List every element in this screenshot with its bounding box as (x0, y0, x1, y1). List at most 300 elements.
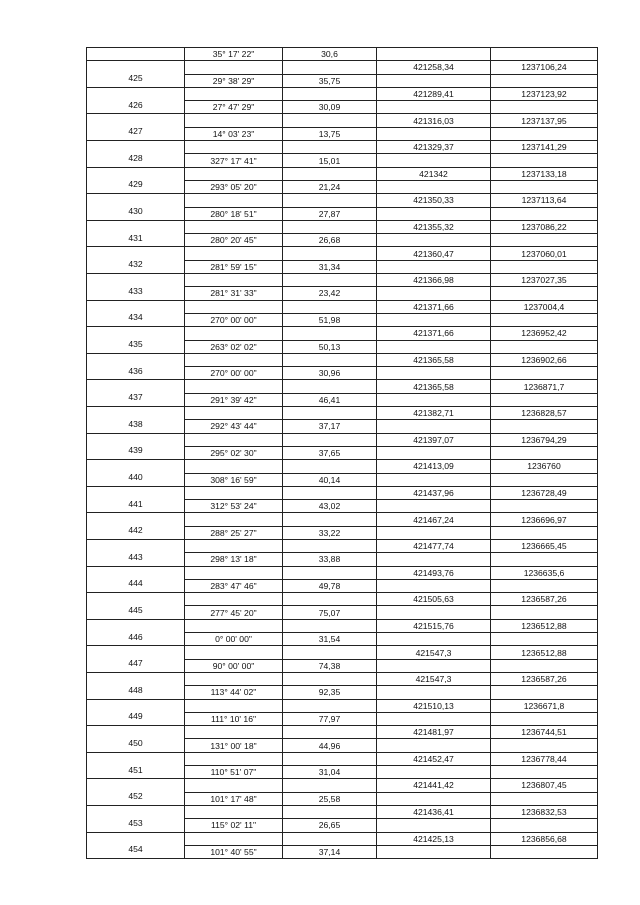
empty-cell (491, 606, 598, 619)
empty-cell (185, 672, 283, 685)
x-coordinate-cell: 421289,41 (377, 87, 491, 100)
direction-angle-cell: 327° 17' 41" (185, 154, 283, 167)
empty-cell (491, 393, 598, 406)
empty-cell (377, 367, 491, 380)
empty-cell (377, 633, 491, 646)
empty-cell (491, 500, 598, 513)
y-coordinate-cell: 1236635,6 (491, 566, 598, 579)
table-row (87, 167, 598, 180)
empty-cell (185, 407, 283, 420)
empty-cell (87, 48, 185, 61)
table-row (87, 247, 598, 260)
table-row (87, 593, 598, 606)
empty-cell (491, 74, 598, 87)
empty-cell (491, 845, 598, 858)
length-cell: 23,42 (283, 287, 377, 300)
point-number-cell: 429 (87, 167, 185, 194)
empty-cell (283, 646, 377, 659)
empty-cell (491, 367, 598, 380)
empty-cell (185, 539, 283, 552)
table-row (87, 460, 598, 473)
direction-angle-cell: 292° 43' 44" (185, 420, 283, 433)
empty-cell (377, 154, 491, 167)
x-coordinate-cell: 421397,07 (377, 433, 491, 446)
x-coordinate-cell: 421371,66 (377, 300, 491, 313)
empty-cell (283, 513, 377, 526)
y-coordinate-cell: 1237137,95 (491, 114, 598, 127)
length-cell: 31,54 (283, 633, 377, 646)
empty-cell (377, 766, 491, 779)
x-coordinate-cell: 421329,37 (377, 141, 491, 154)
empty-cell (185, 486, 283, 499)
point-number-cell: 450 (87, 726, 185, 753)
empty-cell (185, 247, 283, 260)
point-number-cell: 454 (87, 832, 185, 859)
y-coordinate-cell: 1236696,97 (491, 513, 598, 526)
x-coordinate-cell: 421493,76 (377, 566, 491, 579)
empty-cell (283, 433, 377, 446)
empty-cell (185, 220, 283, 233)
length-cell: 33,22 (283, 526, 377, 539)
empty-cell (491, 287, 598, 300)
empty-cell (283, 619, 377, 632)
empty-cell (377, 739, 491, 752)
empty-cell (283, 699, 377, 712)
x-coordinate-cell: 421342 (377, 167, 491, 180)
point-number-cell: 449 (87, 699, 185, 726)
length-cell: 33,88 (283, 553, 377, 566)
empty-cell (283, 114, 377, 127)
point-number-cell: 445 (87, 593, 185, 620)
direction-angle-cell: 308° 16' 59" (185, 473, 283, 486)
empty-cell (185, 460, 283, 473)
direction-angle-cell: 35° 17' 22" (185, 48, 283, 61)
table-row (87, 566, 598, 579)
length-cell: 30,6 (283, 48, 377, 61)
empty-cell (377, 845, 491, 858)
empty-cell (283, 327, 377, 340)
direction-angle-cell: 298° 13' 18" (185, 553, 283, 566)
empty-cell (283, 752, 377, 765)
empty-cell (491, 819, 598, 832)
point-number-cell: 431 (87, 220, 185, 247)
empty-cell (491, 48, 598, 61)
y-coordinate-cell: 1236512,88 (491, 619, 598, 632)
point-number-cell: 453 (87, 805, 185, 832)
y-coordinate-cell: 1236587,26 (491, 593, 598, 606)
coordinate-table (86, 47, 598, 859)
y-coordinate-cell: 1236794,29 (491, 433, 598, 446)
x-coordinate-cell: 421425,13 (377, 832, 491, 845)
empty-cell (185, 726, 283, 739)
empty-cell (185, 513, 283, 526)
table-row (87, 646, 598, 659)
table-row (87, 194, 598, 207)
direction-angle-cell: 263° 02' 02" (185, 340, 283, 353)
x-coordinate-cell: 421547,3 (377, 672, 491, 685)
point-number-cell: 426 (87, 87, 185, 114)
length-cell: 74,38 (283, 659, 377, 672)
x-coordinate-cell: 421382,71 (377, 407, 491, 420)
length-cell: 40,14 (283, 473, 377, 486)
direction-angle-cell: 113° 44' 02" (185, 686, 283, 699)
direction-angle-cell: 293° 05' 20" (185, 180, 283, 193)
empty-cell (491, 313, 598, 326)
empty-cell (283, 672, 377, 685)
empty-cell (377, 606, 491, 619)
empty-cell (491, 420, 598, 433)
y-coordinate-cell: 1237113,64 (491, 194, 598, 207)
length-cell: 44,96 (283, 739, 377, 752)
table-row (87, 779, 598, 792)
direction-angle-cell: 29° 38' 29" (185, 74, 283, 87)
direction-angle-cell: 295° 02' 30" (185, 446, 283, 459)
x-coordinate-cell: 421452,47 (377, 752, 491, 765)
empty-cell (185, 327, 283, 340)
length-cell: 15,01 (283, 154, 377, 167)
x-coordinate-cell: 421355,32 (377, 220, 491, 233)
length-cell: 77,97 (283, 712, 377, 725)
empty-cell (491, 446, 598, 459)
table-row (87, 380, 598, 393)
empty-cell (283, 274, 377, 287)
empty-cell (377, 686, 491, 699)
table-row (87, 407, 598, 420)
empty-cell (185, 805, 283, 818)
y-coordinate-cell: 1237141,29 (491, 141, 598, 154)
y-coordinate-cell: 1236871,7 (491, 380, 598, 393)
y-coordinate-cell: 1236828,57 (491, 407, 598, 420)
direction-angle-cell: 110° 51' 07" (185, 766, 283, 779)
table-row (87, 513, 598, 526)
empty-cell (491, 792, 598, 805)
empty-cell (185, 274, 283, 287)
x-coordinate-cell: 421366,98 (377, 274, 491, 287)
empty-cell (185, 646, 283, 659)
empty-cell (491, 739, 598, 752)
empty-cell (185, 194, 283, 207)
empty-cell (491, 579, 598, 592)
table-row (87, 619, 598, 632)
direction-angle-cell: 280° 20' 45" (185, 234, 283, 247)
direction-angle-cell: 277° 45' 20" (185, 606, 283, 619)
empty-cell (491, 633, 598, 646)
y-coordinate-cell: 1236744,51 (491, 726, 598, 739)
table-row (87, 327, 598, 340)
length-cell: 37,65 (283, 446, 377, 459)
length-cell: 25,58 (283, 792, 377, 805)
direction-angle-cell: 281° 59' 15" (185, 260, 283, 273)
empty-cell (377, 234, 491, 247)
empty-cell (377, 659, 491, 672)
empty-cell (491, 686, 598, 699)
point-number-cell: 430 (87, 194, 185, 221)
direction-angle-cell: 111° 10' 16" (185, 712, 283, 725)
empty-cell (283, 539, 377, 552)
direction-angle-cell: 312° 53' 24" (185, 500, 283, 513)
empty-cell (283, 593, 377, 606)
empty-cell (185, 832, 283, 845)
empty-cell (283, 407, 377, 420)
empty-cell (377, 180, 491, 193)
y-coordinate-cell: 1236952,42 (491, 327, 598, 340)
y-coordinate-cell: 1237027,35 (491, 274, 598, 287)
x-coordinate-cell: 421547,3 (377, 646, 491, 659)
length-cell: 50,13 (283, 340, 377, 353)
point-number-cell: 448 (87, 672, 185, 699)
empty-cell (377, 260, 491, 273)
table-row (87, 433, 598, 446)
empty-cell (185, 619, 283, 632)
empty-cell (377, 792, 491, 805)
point-number-cell: 425 (87, 61, 185, 88)
empty-cell (491, 712, 598, 725)
y-coordinate-cell: 1237133,18 (491, 167, 598, 180)
empty-cell (283, 300, 377, 313)
table-row (87, 353, 598, 366)
point-number-cell: 443 (87, 539, 185, 566)
empty-cell (283, 805, 377, 818)
direction-angle-cell: 291° 39' 42" (185, 393, 283, 406)
y-coordinate-cell: 1236587,26 (491, 672, 598, 685)
coordinate-table-sheet (86, 47, 597, 859)
empty-cell (377, 446, 491, 459)
y-coordinate-cell: 1236902,66 (491, 353, 598, 366)
length-cell: 31,04 (283, 766, 377, 779)
direction-angle-cell: 115° 02' 11" (185, 819, 283, 832)
empty-cell (377, 101, 491, 114)
empty-cell (377, 287, 491, 300)
length-cell: 27,87 (283, 207, 377, 220)
point-number-cell: 451 (87, 752, 185, 779)
point-number-cell: 427 (87, 114, 185, 141)
table-row (87, 141, 598, 154)
empty-cell (491, 340, 598, 353)
y-coordinate-cell: 1236778,44 (491, 752, 598, 765)
empty-cell (185, 433, 283, 446)
table-row (87, 699, 598, 712)
x-coordinate-cell: 421436,41 (377, 805, 491, 818)
empty-cell (377, 712, 491, 725)
direction-angle-cell: 280° 18' 51" (185, 207, 283, 220)
x-coordinate-cell: 421365,58 (377, 353, 491, 366)
empty-cell (377, 74, 491, 87)
point-number-cell: 452 (87, 779, 185, 806)
empty-cell (377, 393, 491, 406)
x-coordinate-cell: 421515,76 (377, 619, 491, 632)
empty-cell (283, 194, 377, 207)
empty-cell (185, 300, 283, 313)
point-number-cell: 432 (87, 247, 185, 274)
x-coordinate-cell: 421360,47 (377, 247, 491, 260)
direction-angle-cell: 27° 47' 29" (185, 101, 283, 114)
y-coordinate-cell: 1237004,4 (491, 300, 598, 313)
x-coordinate-cell: 421316,03 (377, 114, 491, 127)
empty-cell (491, 473, 598, 486)
empty-cell (283, 61, 377, 74)
empty-cell (185, 141, 283, 154)
x-coordinate-cell: 421481,97 (377, 726, 491, 739)
length-cell: 75,07 (283, 606, 377, 619)
x-coordinate-cell: 421437,96 (377, 486, 491, 499)
empty-cell (283, 486, 377, 499)
x-coordinate-cell: 421477,74 (377, 539, 491, 552)
y-coordinate-cell: 1236807,45 (491, 779, 598, 792)
empty-cell (491, 127, 598, 140)
length-cell: 30,96 (283, 367, 377, 380)
table-row (87, 220, 598, 233)
direction-angle-cell: 281° 31' 33" (185, 287, 283, 300)
table-row (87, 832, 598, 845)
empty-cell (185, 699, 283, 712)
direction-angle-cell: 131° 00' 18" (185, 739, 283, 752)
point-number-cell: 437 (87, 380, 185, 407)
x-coordinate-cell: 421371,66 (377, 327, 491, 340)
empty-cell (377, 207, 491, 220)
empty-cell (377, 500, 491, 513)
empty-cell (283, 167, 377, 180)
empty-cell (283, 832, 377, 845)
length-cell: 26,65 (283, 819, 377, 832)
direction-angle-cell: 270° 00' 00" (185, 313, 283, 326)
empty-cell (491, 207, 598, 220)
point-number-cell: 434 (87, 300, 185, 327)
table-row (87, 48, 598, 61)
y-coordinate-cell: 1237060,01 (491, 247, 598, 260)
empty-cell (491, 154, 598, 167)
y-coordinate-cell: 1237086,22 (491, 220, 598, 233)
empty-cell (283, 353, 377, 366)
empty-cell (491, 234, 598, 247)
empty-cell (377, 553, 491, 566)
length-cell: 21,24 (283, 180, 377, 193)
direction-angle-cell: 0° 00' 00" (185, 633, 283, 646)
table-row (87, 805, 598, 818)
y-coordinate-cell: 1236671,8 (491, 699, 598, 712)
direction-angle-cell: 101° 17' 48" (185, 792, 283, 805)
direction-angle-cell: 101° 40' 55" (185, 845, 283, 858)
point-number-cell: 446 (87, 619, 185, 646)
empty-cell (185, 353, 283, 366)
empty-cell (491, 766, 598, 779)
length-cell: 31,34 (283, 260, 377, 273)
point-number-cell: 433 (87, 274, 185, 301)
empty-cell (491, 526, 598, 539)
point-number-cell: 447 (87, 646, 185, 673)
direction-angle-cell: 270° 00' 00" (185, 367, 283, 380)
y-coordinate-cell: 1237106,24 (491, 61, 598, 74)
empty-cell (283, 220, 377, 233)
empty-cell (185, 779, 283, 792)
empty-cell (377, 340, 491, 353)
x-coordinate-cell: 421441,42 (377, 779, 491, 792)
length-cell: 35,75 (283, 74, 377, 87)
x-coordinate-cell: 421258,34 (377, 61, 491, 74)
length-cell: 37,17 (283, 420, 377, 433)
length-cell: 49,78 (283, 579, 377, 592)
empty-cell (283, 141, 377, 154)
x-coordinate-cell: 421467,24 (377, 513, 491, 526)
table-row (87, 726, 598, 739)
point-number-cell: 439 (87, 433, 185, 460)
length-cell: 92,35 (283, 686, 377, 699)
length-cell: 30,09 (283, 101, 377, 114)
empty-cell (377, 48, 491, 61)
point-number-cell: 436 (87, 353, 185, 380)
x-coordinate-cell: 421350,33 (377, 194, 491, 207)
empty-cell (377, 473, 491, 486)
empty-cell (283, 460, 377, 473)
direction-angle-cell: 288° 25' 27" (185, 526, 283, 539)
y-coordinate-cell: 1236665,45 (491, 539, 598, 552)
x-coordinate-cell: 421365,58 (377, 380, 491, 393)
empty-cell (185, 87, 283, 100)
table-row (87, 114, 598, 127)
empty-cell (491, 180, 598, 193)
point-number-cell: 441 (87, 486, 185, 513)
empty-cell (283, 87, 377, 100)
y-coordinate-cell: 1236760 (491, 460, 598, 473)
empty-cell (283, 726, 377, 739)
x-coordinate-cell: 421505,63 (377, 593, 491, 606)
table-row (87, 61, 598, 74)
empty-cell (377, 420, 491, 433)
table-row (87, 539, 598, 552)
table-row (87, 87, 598, 100)
empty-cell (377, 127, 491, 140)
table-row (87, 752, 598, 765)
length-cell: 37,14 (283, 845, 377, 858)
table-row (87, 300, 598, 313)
x-coordinate-cell: 421510,13 (377, 699, 491, 712)
empty-cell (185, 61, 283, 74)
length-cell: 13,75 (283, 127, 377, 140)
point-number-cell: 435 (87, 327, 185, 354)
empty-cell (185, 167, 283, 180)
length-cell: 43,02 (283, 500, 377, 513)
length-cell: 51,98 (283, 313, 377, 326)
empty-cell (283, 779, 377, 792)
point-number-cell: 440 (87, 460, 185, 487)
y-coordinate-cell: 1236832,53 (491, 805, 598, 818)
point-number-cell: 444 (87, 566, 185, 593)
empty-cell (377, 579, 491, 592)
empty-cell (491, 260, 598, 273)
length-cell: 26,68 (283, 234, 377, 247)
empty-cell (185, 752, 283, 765)
length-cell: 46,41 (283, 393, 377, 406)
table-row (87, 274, 598, 287)
empty-cell (377, 526, 491, 539)
y-coordinate-cell: 1236856,68 (491, 832, 598, 845)
table-row (87, 486, 598, 499)
point-number-cell: 438 (87, 407, 185, 434)
point-number-cell: 428 (87, 141, 185, 168)
empty-cell (283, 566, 377, 579)
empty-cell (283, 247, 377, 260)
table-row (87, 672, 598, 685)
empty-cell (185, 593, 283, 606)
x-coordinate-cell: 421413,09 (377, 460, 491, 473)
direction-angle-cell: 90° 00' 00" (185, 659, 283, 672)
point-number-cell: 442 (87, 513, 185, 540)
direction-angle-cell: 14° 03' 23" (185, 127, 283, 140)
empty-cell (377, 819, 491, 832)
empty-cell (377, 313, 491, 326)
empty-cell (491, 553, 598, 566)
direction-angle-cell: 283° 47' 46" (185, 579, 283, 592)
y-coordinate-cell: 1237123,92 (491, 87, 598, 100)
